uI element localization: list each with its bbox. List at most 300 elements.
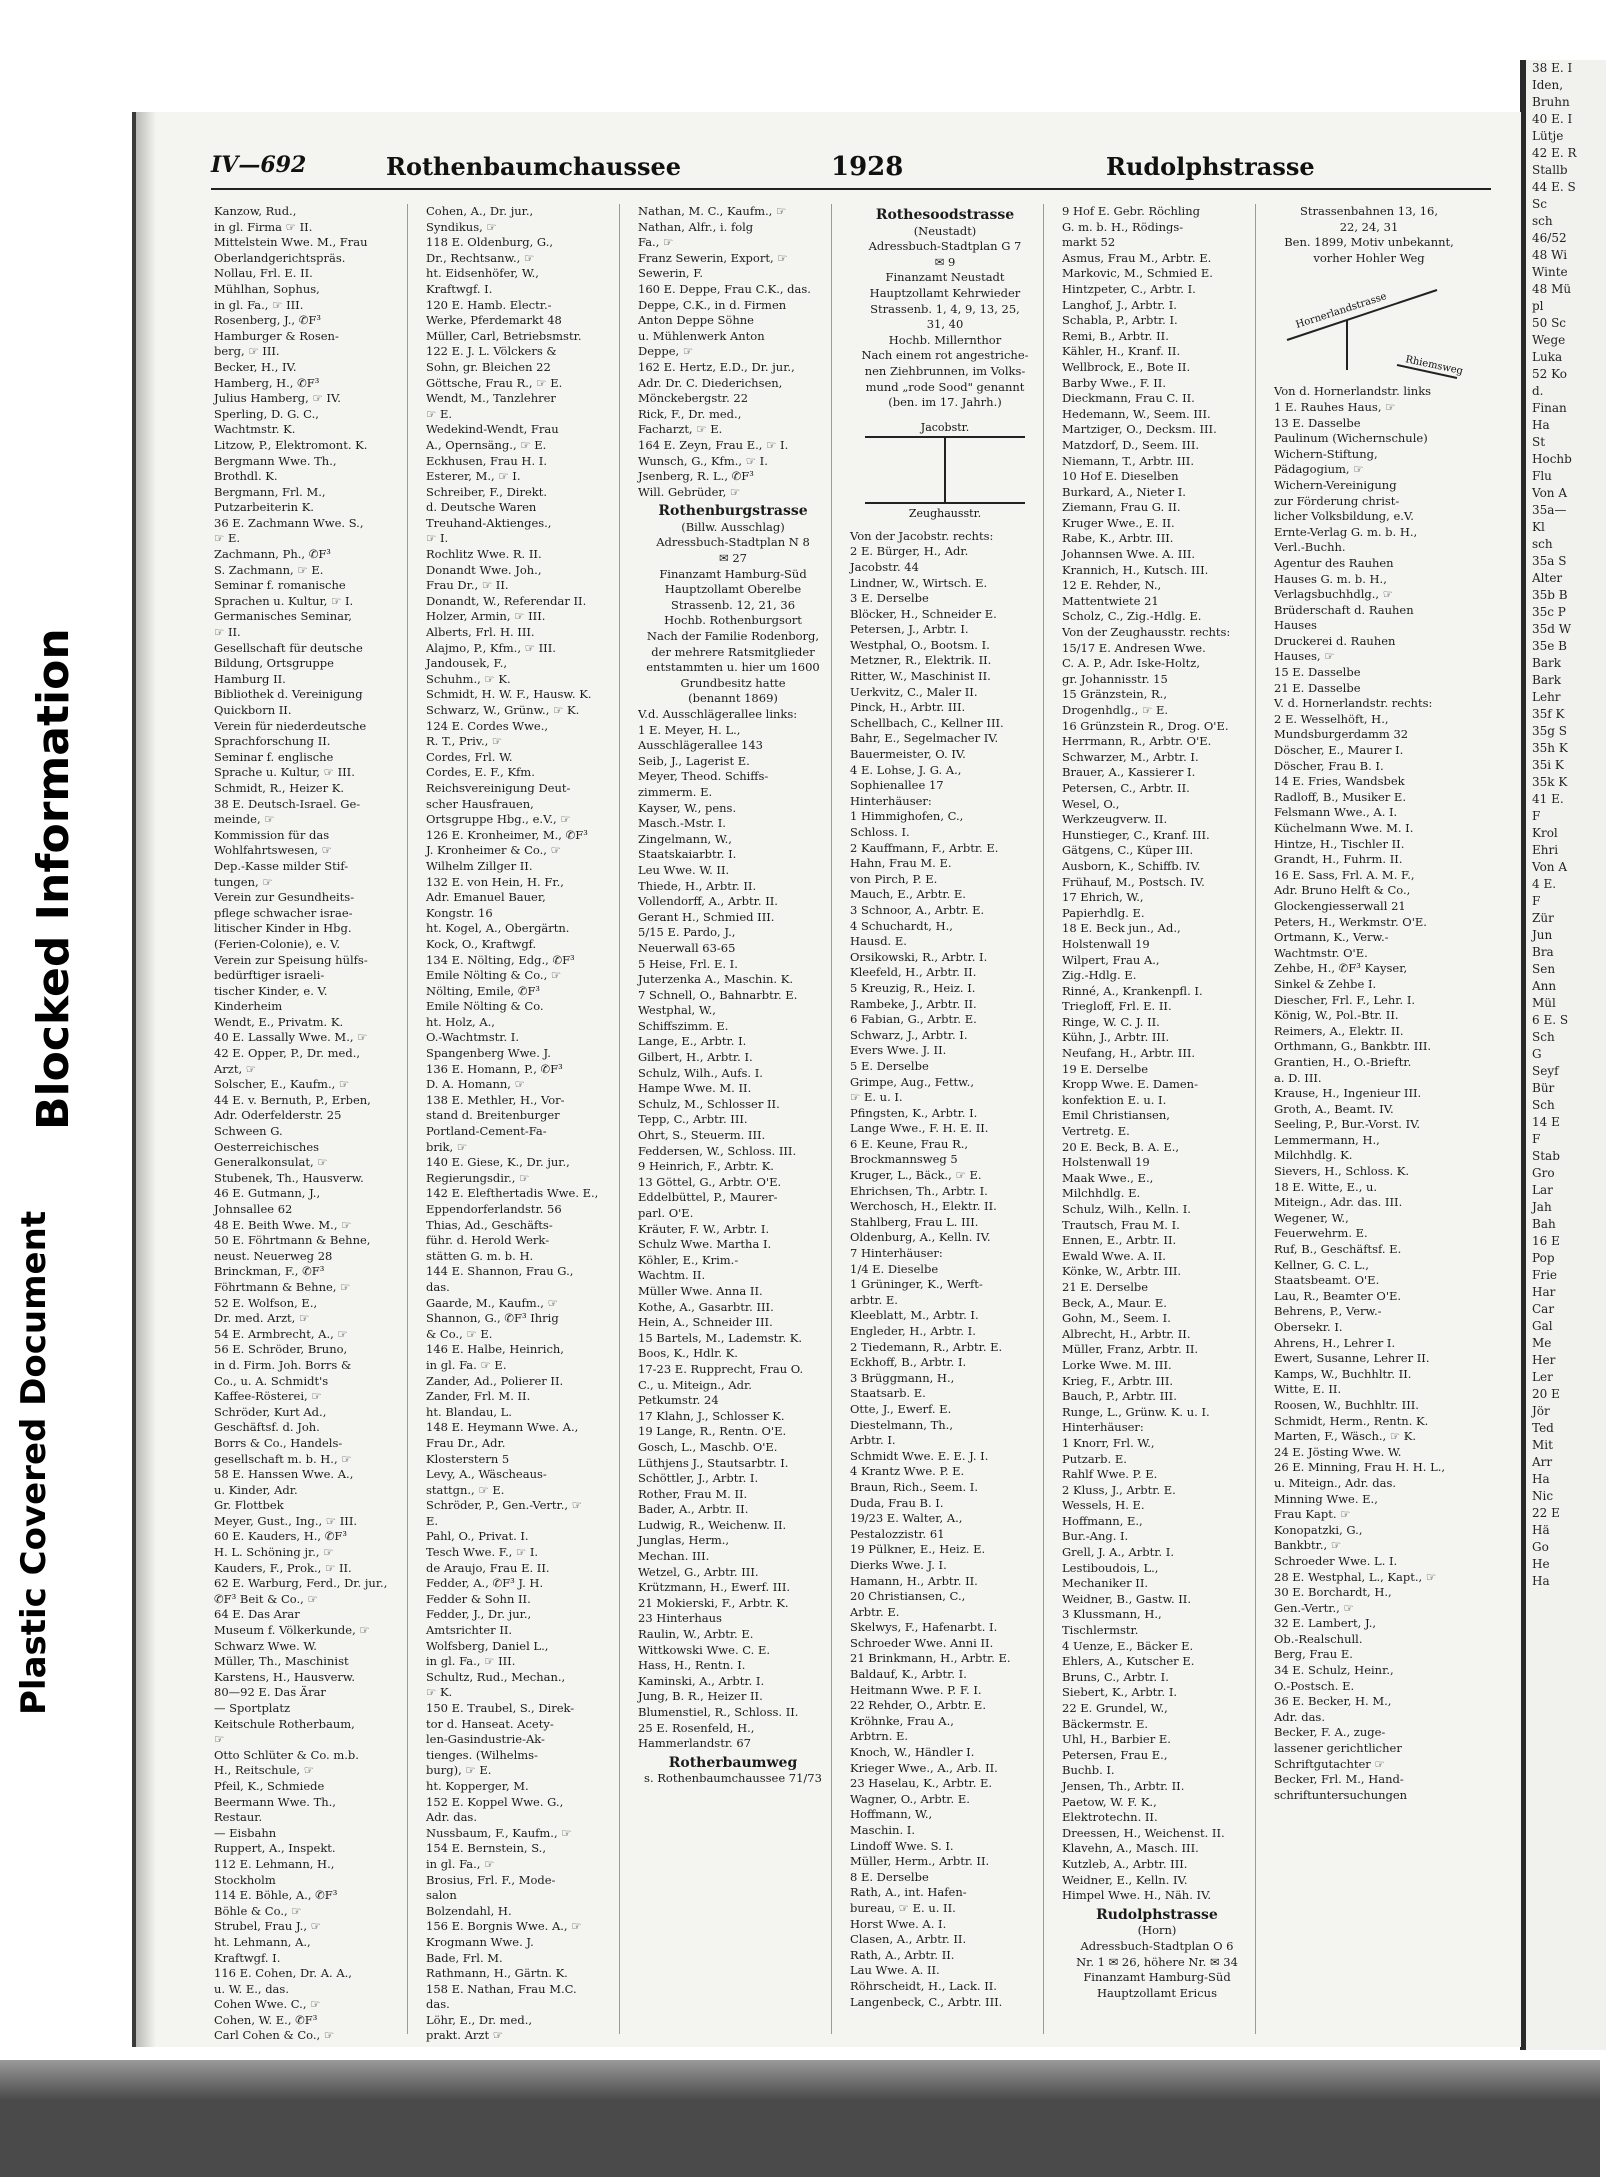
directory-entry: 116 E. Cohen, Dr. A. A., [214,1966,352,1981]
directory-entry: 2 E. Wesselhöft, H., [1274,711,1389,726]
directory-entry: Hedemann, W., Seem. III. [1062,406,1211,421]
directory-entry: ht. Holz, A., [426,1014,495,1029]
directory-entry: Ziemann, Frau G. II. [1062,500,1181,515]
neighbor-entry: Ha [1532,1472,1550,1486]
directory-entry: Arbtr. I. [850,1433,896,1448]
neighbor-entry: Pop [1532,1251,1555,1265]
directory-entry: brik, ☞ [426,1139,468,1154]
directory-entry: 23 Haselau, K., Arbtr. E. [850,1776,993,1791]
directory-entry: Nr. 1 ✉ 26, höhere Nr. ✉ 34 [1076,1954,1238,1969]
directory-entry: 19 Lange, R., Rentn. O'E. [638,1424,787,1439]
directory-entry: (Billw. Ausschlag) [681,519,785,534]
directory-entry: Feuerwehrm. E. [1274,1226,1368,1241]
neighbor-entry: 35e B [1532,639,1568,653]
directory-entry: Bergmann Wwe. Th., [214,453,337,468]
directory-entry: Gerant H., Schmied III. [638,909,775,924]
directory-entry: Arzt, ☞ [214,1061,257,1076]
directory-entry: Petersen, C., Arbtr. II. [1062,780,1190,795]
scanner-backdrop [0,2060,1600,2177]
directory-entry: Diestelmann, Th., [850,1417,953,1432]
directory-entry: Ennen, E., Arbtr. II. [1062,1233,1177,1248]
directory-entry: Werke, Pferdemarkt 48 [426,313,562,328]
directory-entry: Karstens, H., Hausverw. [214,1669,356,1684]
directory-entry: Fedder, J., Dr. jur., [426,1607,532,1622]
directory-entry: Rathmann, H., Gärtn. K. [426,1966,568,1981]
directory-entry: Finanzamt Neustadt [885,270,1005,285]
directory-entry: bedürftiger israeli- [214,968,325,983]
neighbor-entry: Wege [1532,333,1566,347]
directory-entry: Westphal, W., [638,1003,716,1018]
directory-entry: Nach der Familie Rodenborg, [646,629,820,644]
directory-entry: Döscher, E., Maurer I. [1274,743,1404,758]
directory-entry: Dreessen, H., Weichenst. II. [1062,1825,1225,1840]
directory-entry: Agentur des Rauhen [1274,555,1394,570]
neighbor-entry: Sch [1532,1098,1555,1112]
directory-entry: 20 Christiansen, C., [850,1589,966,1604]
directory-entry: tor d. Hanseat. Acety- [426,1716,554,1731]
street-heading: Rotherbaumweg [668,1754,798,1771]
directory-entry: Amtsrichter II. [426,1623,513,1638]
directory-entry: gr. Johannisstr. 15 [1062,671,1168,686]
directory-entry: 134 E. Nölting, Edg., ✆F³ [426,952,575,967]
directory-entry: C., u. Miteign., Adr. [638,1377,752,1392]
directory-entry: 114 E. Böhle, A., ✆F³ [214,1888,338,1903]
directory-entry: Seeling, P., Bur.-Vorst. IV. [1274,1117,1421,1132]
directory-entry: 24 E. Jösting Wwe. W. [1274,1444,1402,1459]
directory-entry: 32 E. Lambert, J., [1274,1616,1377,1631]
neighbor-entry: 6 E. S [1532,1013,1569,1027]
directory-entry: Hauses, ☞ [1274,649,1335,664]
directory-entry: Dr., Rechtsanw., ☞ [426,250,535,265]
directory-entry: Milchhdlg. E. [1062,1186,1141,1201]
directory-entry: Rother, Frau M. II. [638,1486,748,1501]
directory-entry: 26 E. Minning, Frau H. H. L., [1274,1460,1446,1475]
directory-entry: 7 Hinterhäuser: [850,1246,943,1261]
directory-entry: 16 E. Sass, Frl. A. M. F., [1274,867,1415,882]
directory-entry: Restaur. [214,1810,263,1825]
directory-entry: Adr. Bruno Helft & Co., [1274,883,1411,898]
directory-entry: Müller, Carl, Betriebsmstr. [426,328,582,343]
directory-entry: zimmerm. E. [638,784,713,799]
directory-entry: Wachtmstr. O'E. [1274,945,1368,960]
directory-entry: Wilhelm Zillger II. [426,858,533,873]
directory-entry: 19 E. Derselbe [1062,1061,1149,1076]
directory-entry: Runge, L., Grünw. K. u. I. [1062,1404,1210,1419]
directory-entry: Sievers, H., Schloss. K. [1274,1164,1410,1179]
directory-entry: 16 Grünzstein R., Drog. O'E. [1062,718,1229,733]
directory-entry: 1 Knorr, Frl. W., [1062,1435,1155,1450]
directory-entry: Rinné, A., Krankenpfl. I. [1062,983,1203,998]
directory-entry: Syndikus, ☞ [426,219,497,234]
directory-entry: Deppe, C.K., in d. Firmen [638,297,787,312]
directory-entry: Bibliothek d. Vereinigung [214,687,363,702]
neighbor-entry: Frie [1532,1268,1558,1282]
directory-entry: Verein zur Speisung hülfs- [214,952,368,967]
directory-entry: Schabla, P., Arbtr. I. [1062,313,1178,328]
neighbor-entry: 38 E. I [1532,61,1573,75]
directory-entry: Adr. Emanuel Bauer, [426,890,546,905]
directory-entry: Verl.-Buchh. [1274,540,1346,555]
directory-entry: mund „rode Sood" genannt [865,379,1025,394]
directory-entry: Berg, Frau E. [1274,1647,1353,1662]
directory-entry: 162 E. Hertz, E.D., Dr. jur., [638,359,795,374]
directory-entry: Tischlermstr. [1062,1623,1139,1638]
directory-entry: Tesch Wwe. F., ☞ I. [426,1545,539,1560]
directory-entry: ☞ K. [426,1685,453,1700]
neighbor-entry: 44 E. S [1532,180,1576,194]
directory-entry: Julius Hamberg, ☞ IV. [214,391,341,406]
directory-entry: 1 Grüninger, K., Werft- [850,1277,983,1292]
directory-entry: Staatsarb. E. [850,1386,926,1401]
directory-entry: Föhrtmann & Behne, ☞ [214,1279,351,1294]
directory-entry: Petkumstr. 24 [638,1393,719,1408]
directory-entry: Spangenberg Wwe. J. [426,1046,551,1061]
directory-entry: Lorke Wwe. M. III. [1062,1357,1172,1372]
directory-entry: Lindner, W., Wirtsch. E. [850,575,988,590]
neighbor-entry: F [1532,894,1541,908]
directory-entry: Frau Dr., ☞ II. [426,578,509,593]
directory-entry: Otto Schlüter & Co. m.b. [214,1747,359,1762]
directory-entry: Lange Wwe., F. H. E. II. [850,1121,989,1136]
directory-entry: Bolzendahl, H. [426,1903,512,1918]
directory-entry: Blöcker, H., Schneider E. [850,606,997,621]
directory-entry: u. Mühlenwerk Anton [638,328,765,343]
directory-entry: Schulz, Wilh., Aufs. I. [638,1065,763,1080]
neighbor-entry: 35f K [1532,707,1565,721]
directory-entry: Kleefeld, H., Arbtr. II. [850,965,977,980]
directory-entry: Regierungsdir., ☞ [426,1170,530,1185]
directory-entry: 4 Krantz Wwe. P. E. [850,1464,965,1479]
directory-entry: Buchb. I. [1062,1763,1115,1778]
neighbor-entry: 46/52 [1532,231,1567,245]
directory-entry: Schwarzer, M., Arbtr. I. [1062,749,1199,764]
neighbor-entry: Luka [1532,350,1563,364]
directory-entry: Paetow, W. F. K., [1062,1794,1157,1809]
directory-entry: Krieger Wwe., A., Arb. II. [850,1760,998,1775]
directory-entry: (benannt 1869) [688,691,778,706]
directory-entry: Schröder, P., Gen.-Vertr., ☞ [426,1498,583,1513]
directory-entry: Staatsbeamt. O'E. [1274,1273,1380,1288]
directory-entry: nen Ziehbrunnen, im Volks- [864,363,1026,378]
directory-entry: Wunsch, G., Kfm., ☞ I. [638,453,768,468]
directory-entry: C. A. P., Adr. Iske-Holtz, [1062,656,1200,671]
map-label: Zeughausstr. [908,506,982,520]
directory-entry: Wagner, O., Arbtr. E. [850,1791,970,1806]
directory-entry: konfektion E. u. I. [1062,1092,1167,1107]
directory-entry: stätten G. m. b. H. [426,1248,534,1263]
directory-entry: H., Reitschule, ☞ [214,1763,315,1778]
directory-entry: Hoffmann, W., [850,1807,933,1822]
directory-entry: Jsenberg, R. L., ✆F³ [638,469,754,484]
directory-entry: 17-23 E. Rupprecht, Frau O. [638,1361,804,1376]
directory-entry: vorher Hohler Weg [1313,250,1425,265]
neighbor-entry: Seyf [1532,1064,1559,1078]
directory-entry: 17 Klahn, J., Schlosser K. [638,1408,785,1423]
directory-entry: Fedder, A., ✆F³ J. H. [426,1576,544,1591]
neighbor-entry: Ha [1532,418,1550,432]
directory-entry: Gaarde, M., Kaufm., ☞ [426,1295,558,1310]
directory-entry: Werkzeugverw. II. [1062,812,1168,827]
directory-entry: Jung, B. R., Heizer II. [638,1689,763,1704]
map-label: Rhiemsweg [1404,354,1464,378]
directory-entry: Niemann, T., Arbtr. III. [1062,453,1194,468]
directory-entry: Knoch, W., Händler I. [850,1745,975,1760]
directory-entry: Ruppert, A., Inspekt. [214,1841,336,1856]
directory-entry: (Ferien-Colonie), e. V. [214,936,340,951]
directory-entry: Hochb. Rothenburgsort [664,613,802,628]
directory-entry: Lange, E., Arbtr. I. [638,1034,747,1049]
directory-entry: tungen, ☞ [214,874,273,889]
directory-entry: in gl. Fa., ☞ III. [426,1654,516,1669]
directory-entry: Adr. Dr. C. Diederichsen, [638,375,783,390]
directory-entry: Oldenburg, A., Kelln. IV. [850,1230,991,1245]
neighbor-entry: St [1532,435,1546,449]
directory-entry: Ruf, B., Geschäftsf. E. [1274,1242,1402,1257]
directory-entry: 80—92 E. Das Ärar [214,1685,326,1700]
directory-entry: Bergmann, Frl. M., [214,484,326,499]
directory-entry: Petersen, J., Arbtr. I. [850,622,969,637]
directory-entry: 118 E. Oldenburg, G., [426,235,554,250]
directory-entry: Jacobstr. 44 [850,559,919,574]
directory-entry: Von der Zeughausstr. rechts: [1062,625,1231,640]
directory-entry: Skelwys, F., Hafenarbt. I. [850,1620,998,1635]
directory-entry: Grantien, H., O.-Brieftr. [1274,1054,1412,1069]
directory-entry: 3 Brüggmann, H., [850,1370,955,1385]
directory-entry: Schreiber, F., Direkt. [426,484,548,499]
directory-entry: Wessels, H. E. [1062,1498,1145,1513]
directory-entry: Schmidt Wwe. E. E. J. I. [850,1448,989,1463]
directory-entry: Wendt, M., Tanzlehrer [426,391,556,406]
directory-entry: Burkard, A., Nieter I. [1062,484,1186,499]
directory-columns [211,204,1511,2043]
neighbor-entry: Alter [1532,571,1563,585]
directory-entry: Lindoff Wwe. S. I. [850,1838,954,1853]
directory-entry: Frau Dr., Adr. [426,1435,506,1450]
directory-entry: Eckhoff, B., Arbtr. I. [850,1355,967,1370]
directory-entry: Schroeder Wwe. Anni II. [850,1635,994,1650]
directory-entry: 42 E. Opper, P., Dr. med., [214,1046,361,1061]
directory-entry: Rahlf Wwe. P. E. [1062,1467,1158,1482]
directory-entry: Rosenberg, J., ✆F³ [214,313,321,328]
directory-entry: Sprachforschung II. [214,734,331,749]
directory-entry: Thiede, H., Arbtr. II. [638,878,757,893]
directory-entry: Kinderheim [214,999,283,1014]
neighbor-entry: 22 E [1532,1506,1560,1520]
directory-entry: 15 Gränzstein, R., [1062,687,1167,702]
directory-entry: Orthmann, G., Bankbtr. III. [1274,1039,1432,1054]
directory-entry: Drogenhdlg., ☞ E. [1062,703,1169,717]
directory-entry: Adr. Oderfelderstr. 25 [214,1108,342,1123]
directory-entry: Rath, A., int. Hafen- [850,1885,967,1900]
neighbor-entry: 14 E [1532,1115,1560,1129]
neighbor-entry: sch [1532,537,1553,551]
directory-entry: markt 52 [1062,235,1116,250]
directory-entry: Bur.-Ang. I. [1062,1529,1129,1544]
directory-entry: Strassenb. 1, 4, 9, 13, 25, [870,301,1020,316]
directory-entry: 30 E. Borchardt, H., [1274,1585,1392,1600]
directory-entry: Döscher, Frau B. I. [1274,758,1384,773]
directory-entry: Mechaniker II. [1062,1576,1149,1591]
directory-entry: D. A. Homann, ☞ [426,1077,525,1092]
directory-entry: 22 Rehder, O., Arbtr. E. [850,1698,986,1713]
neighbor-entry: Sch [1532,1030,1555,1044]
directory-entry: Finanzamt Hamburg-Süd [1083,1970,1231,1985]
directory-entry: ht. Kopperger, M. [426,1778,529,1793]
directory-entry: Grandt, H., Fuhrm. II. [1274,852,1403,867]
neighbor-entry: 20 E [1532,1387,1560,1401]
directory-entry: Kayser, W., pens. [638,800,737,815]
neighbor-entry: Bra [1532,945,1554,959]
directory-entry: Holzer, Armin, ☞ III. [426,609,546,624]
directory-entry: Neufang, H., Arbtr. III. [1062,1046,1196,1061]
neighbor-entry: Sc [1532,197,1547,211]
directory-entry: Thias, Ad., Geschäfts- [426,1217,553,1232]
directory-entry: Kräuter, F. W., Arbtr. I. [638,1221,770,1236]
directory-entry: Barby Wwe., F. II. [1062,375,1166,390]
directory-entry: Ortmann, K., Verw.- [1274,930,1389,945]
neighbor-entry: Flu [1532,469,1552,483]
directory-entry: Gr. Flottbek [214,1498,284,1513]
directory-entry: Löhr, E., Dr. med., [426,2012,533,2027]
column-2 [423,204,620,2043]
directory-entry: Solscher, E., Kaufm., ☞ [214,1077,350,1092]
directory-entry: ✉ 27 [719,551,747,566]
directory-entry: Bauermeister, O. IV. [850,747,966,762]
directory-entry: Kothe, A., Gasarbtr. III. [638,1299,774,1314]
directory-entry: Kaminski, A., Arbtr. I. [638,1673,765,1688]
directory-entry: 1 E. Rauhes Haus, ☞ [1274,399,1396,414]
directory-entry: Hamburger & Rosen- [214,328,339,343]
directory-entry: König, W., Pol.-Btr. II. [1274,1008,1399,1023]
neighbor-entry: Jör [1532,1404,1550,1418]
directory-entry: 142 E. Elefthertadis Wwe. E., [426,1186,599,1201]
directory-entry: & Co., ☞ E. [426,1326,493,1341]
plastic-covered-sticker: Plastic Covered Document [14,1210,54,1715]
neighbor-entry: pl [1532,299,1544,313]
street-title-right: Rudolphstrasse [1106,152,1315,181]
directory-entry: Weidner, B., Gastw. II. [1062,1591,1191,1606]
directory-entry: Schween G. [214,1124,283,1139]
directory-entry: 17 Ehrich, W., [1062,890,1144,905]
directory-entry: Lemmermann, H., [1274,1132,1380,1147]
directory-entry: Schroeder Wwe. L. I. [1274,1553,1398,1568]
directory-entry: Krützmann, H., Ewerf. III. [638,1580,791,1595]
directory-entry: Markovic, M., Schmied E. [1062,266,1213,281]
directory-entry: Zander, Ad., Polierer II. [426,1373,564,1388]
directory-entry: Heitmann Wwe. P. F. I. [850,1682,982,1697]
directory-entry: Herrmann, R., Arbtr. O'E. [1062,734,1212,749]
directory-entry: Facharzt, ☞ E. [638,422,723,437]
directory-entry: — Sportplatz [214,1701,291,1715]
directory-entry: 34 E. Schulz, Heinr., [1274,1663,1394,1678]
directory-entry: Müller, Franz, Arbtr. II. [1062,1342,1199,1357]
directory-entry: Donandt Wwe. Joh., [426,562,542,577]
directory-entry: Cohen, A., Dr. jur., [426,204,534,218]
directory-entry: Seminar f. romanische [214,578,346,593]
directory-entry: Reichsvereinigung Deut- [426,780,571,795]
directory-entry: Kamps, W., Buchhltr. II. [1274,1366,1412,1381]
directory-entry: Kellner, G. C. L., [1274,1257,1369,1272]
directory-entry: 144 E. Shannon, Frau G., [426,1264,574,1279]
directory-entry: 6 Fabian, G., Arbtr. E. [850,1012,977,1027]
directory-entry: 4 E. Lohse, J. G. A., [850,762,962,777]
neighbor-entry: 48 Mü [1532,282,1572,296]
directory-entry: 10 Hof E. Dieselben [1062,469,1179,484]
directory-entry: d. Deutsche Waren [426,500,537,515]
directory-entry: ☞ II. [214,625,241,640]
directory-entry: Franz Sewerin, Export, ☞ [638,250,788,265]
directory-entry: Brockmannsweg 5 [850,1152,958,1167]
neighbor-entry: Krol [1532,826,1558,840]
directory-entry: V.d. Ausschlägerallee links: [638,707,798,721]
directory-entry: 18 E. Witte, E., u. [1274,1179,1378,1194]
directory-entry: Adr. das. [426,1810,477,1825]
directory-entry: ht. Blandau, L. [426,1404,512,1419]
directory-entry: Nussbaum, F., Kaufm., ☞ [426,1825,572,1840]
directory-entry: Schröder, Kurt Ad., [214,1404,327,1419]
directory-entry: Böhle & Co., ☞ [214,1903,302,1918]
directory-entry: 18 E. Beck jun., Ad., [1062,921,1181,936]
column-6 [1271,204,1467,2034]
directory-entry: Schulz, Wilh., Kelln. I. [1062,1202,1191,1216]
neighbor-entry: Kl [1532,520,1545,534]
directory-entry: Cohen, W. E., ✆F³ [214,2012,318,2027]
directory-entry: Wichern-Vereinigung [1274,477,1397,492]
directory-entry: Vertretg. E. [1062,1124,1130,1139]
directory-entry: Röhrscheidt, H., Lack. II. [850,1978,997,1993]
directory-entry: Evers Wwe. J. II. [850,1043,947,1058]
directory-entry: Stockholm [214,1872,276,1887]
directory-entry: Petersen, Frau E., [1062,1747,1168,1762]
directory-entry: 12 E. Rehder, N., [1062,578,1162,593]
directory-entry: Trautsch, Frau M. I. [1062,1217,1180,1232]
directory-entry: Levy, A., Wäscheaus- [426,1467,547,1482]
directory-entry: Leu Wwe. W. II. [638,862,730,877]
directory-entry: Bäckermstr. E. [1062,1716,1149,1731]
directory-entry: E. [426,1513,439,1528]
directory-entry: Brüderschaft d. Rauhen [1274,602,1414,617]
directory-entry: Lau Wwe. A. II. [850,1963,940,1978]
directory-entry: Schmidt, R., Heizer K. [214,780,345,795]
neighbor-entry: Car [1532,1302,1555,1316]
directory-entry: Schulz Wwe. Martha I. [638,1237,772,1252]
directory-entry: tienges. (Wilhelms- [426,1747,538,1762]
directory-entry: Holstenwall 19 [1062,936,1150,951]
directory-entry: Ringe, W. C. J. II. [1062,1014,1160,1029]
directory-entry: Asmus, Frau M., Arbtr. E. [1062,250,1212,265]
directory-entry: Ausschlägerallee 143 [638,738,763,753]
directory-entry: Kühn, J., Arbtr. III. [1062,1030,1170,1045]
directory-entry: Müller, Th., Maschinist [214,1654,349,1669]
directory-entry: Meyer, Theod. Schiffs- [638,769,769,784]
directory-entry: Adressbuch-Stadtplan O 6 [1080,1938,1234,1953]
directory-entry: Adressbuch-Stadtplan G 7 [868,239,1022,254]
directory-entry: Elektrotechn. II. [1062,1810,1158,1825]
directory-entry: Johnsallee 62 [214,1202,293,1216]
directory-entry: Hauses G. m. b. H., [1274,571,1387,586]
street-heading: Rothenburgstrasse [658,503,808,520]
directory-entry: Geschäftsf. d. Joh. [214,1420,320,1435]
directory-entry: Hass, H., Rentn. I. [638,1658,746,1673]
directory-entry: 6 E. Keune, Frau R., [850,1136,969,1151]
neighbor-entry: 42 E. R [1532,146,1577,160]
directory-entry: Co., u. A. Schmidt's [214,1373,329,1388]
neighbor-entry: F [1532,809,1541,823]
neighbor-entry: Hä [1532,1523,1550,1537]
directory-entry: 22, 24, 31 [1339,219,1399,234]
directory-entry: von Pirch, P. E. [850,871,938,886]
directory-entry: Pestalozzistr. 61 [850,1526,945,1541]
